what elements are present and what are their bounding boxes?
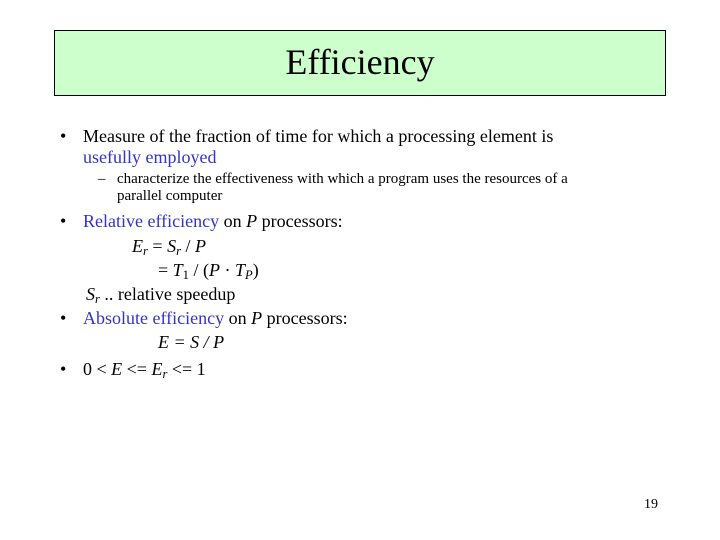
absolute-efficiency-on: on <box>224 308 252 328</box>
bullet-marker: • <box>60 211 67 231</box>
bounds-mid: <= <box>122 359 152 379</box>
formula-t-p: P <box>208 260 220 280</box>
sub-bullet-characterize <box>117 171 568 205</box>
sub-bullet-line1: characterize the effectiveness with which a program uses the resources of a <box>117 171 568 187</box>
formula-t-sub: 1 <box>182 268 189 283</box>
relative-efficiency-processors: processors: <box>257 211 343 231</box>
bounds-e: E <box>111 359 123 379</box>
speedup-note <box>86 284 235 305</box>
formula-t-mid: / ( <box>188 260 209 280</box>
absolute-efficiency-p: P <box>251 308 263 328</box>
title-box <box>54 30 666 96</box>
sub-bullet-line2: parallel computer <box>117 188 223 204</box>
formula-time-ratio <box>158 260 259 281</box>
speedup-s: S <box>86 284 95 304</box>
relative-efficiency-term: Relative efficiency <box>83 211 220 231</box>
bounds-er-sub: r <box>162 367 168 382</box>
bounds-end: <= 1 <box>167 359 206 379</box>
slide-title: Efficiency <box>285 42 435 82</box>
formula-t-close: ) <box>252 260 259 280</box>
formula-t2-sub: P <box>244 268 253 283</box>
sub-bullet-marker: – <box>98 171 106 187</box>
bullet-measure <box>83 126 553 168</box>
bounds-er: E <box>151 359 163 379</box>
formula-absolute-efficiency: E = S / P <box>158 332 225 352</box>
page-number: 19 <box>644 497 658 512</box>
bullet-marker: • <box>60 308 67 328</box>
speedup-text: .. relative speedup <box>99 284 236 304</box>
bullet-efficiency-bounds <box>83 359 206 380</box>
formula-t-eq: = <box>158 260 173 280</box>
formula-er-e: E <box>132 236 143 256</box>
formula-t-t2: T <box>234 260 245 280</box>
bullet-measure-line1: Measure of the fraction of time for which a processing element is <box>83 126 554 146</box>
speedup-sub: r <box>95 292 100 307</box>
formula-t-dot: · <box>219 260 235 280</box>
formula-er-s-sub: r <box>176 244 181 259</box>
relative-efficiency-on: on <box>219 211 247 231</box>
bounds-start: 0 < <box>83 359 112 379</box>
bullet-relative-efficiency <box>83 211 343 232</box>
absolute-efficiency-term: Absolute efficiency <box>83 308 225 328</box>
formula-er-div: / <box>180 236 195 256</box>
absolute-efficiency-processors: processors: <box>262 308 348 328</box>
formula-er-s: S <box>167 236 177 256</box>
bullet-marker: • <box>60 126 67 146</box>
formula-er-p: P <box>194 236 206 256</box>
bullet-marker: • <box>60 359 67 379</box>
formula-er-eq: = <box>147 236 168 256</box>
formula-er-sub: r <box>143 244 148 259</box>
formula-relative-efficiency <box>132 236 206 257</box>
bullet-measure-line2: usefully employed <box>83 147 217 167</box>
bullet-absolute-efficiency <box>83 308 348 329</box>
relative-efficiency-p: P <box>246 211 258 231</box>
formula-t-t: T <box>172 260 183 280</box>
